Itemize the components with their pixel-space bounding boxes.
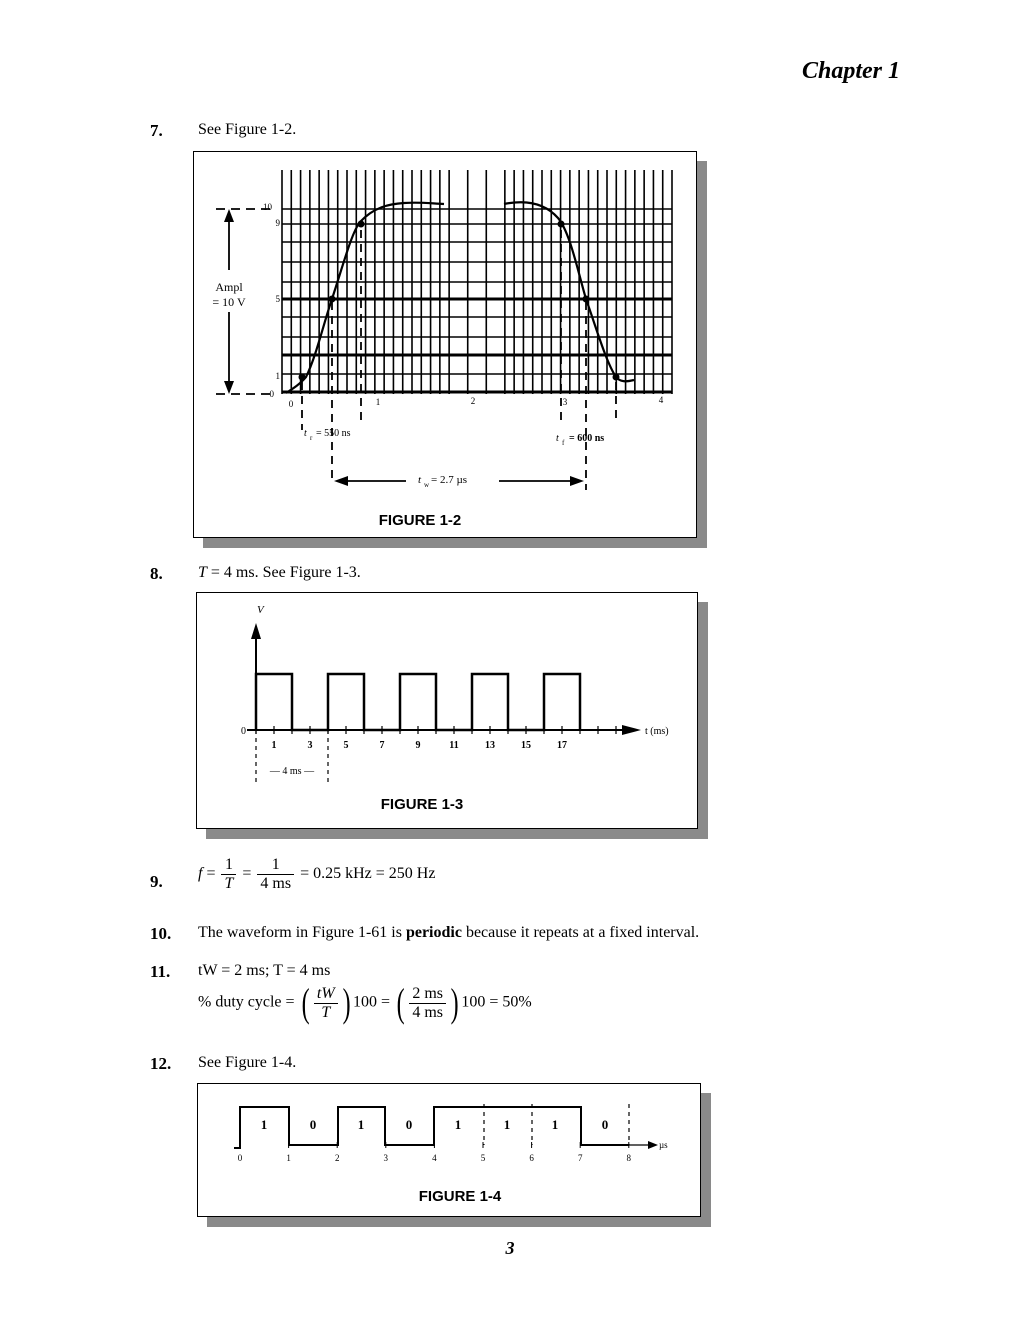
denominator-2: 4 ms — [260, 875, 292, 892]
denominator-4ms: 4 ms — [412, 1003, 444, 1021]
bit-label: 1 — [454, 1117, 462, 1132]
tr-value: = 550 ns — [316, 428, 351, 439]
numerator-tw: tW — [314, 985, 338, 1004]
x-tick-label: 15 — [521, 740, 531, 751]
equals-sign: = — [202, 865, 220, 883]
x-tick-label: 17 — [557, 740, 567, 751]
tr-label: t — [304, 428, 307, 439]
page-number: 3 — [505, 1238, 515, 1258]
tick-labels — [272, 740, 568, 751]
paren-open: ( — [301, 980, 310, 1025]
x-tick-label: 13 — [485, 740, 495, 751]
paren-open-2: ( — [396, 980, 405, 1025]
figure-1-2-caption: FIGURE 1-2 — [378, 512, 462, 529]
question-11-duty-cycle — [198, 980, 532, 1025]
t-axis-label: t (ms) — [645, 726, 669, 737]
y-tick-10: 10 — [263, 202, 272, 212]
x-tick-label: 4 — [432, 1153, 437, 1163]
denominator-T: T — [321, 1003, 331, 1021]
x-tick-2: 2 — [470, 396, 476, 406]
figure-1-4 — [197, 1083, 701, 1217]
x-tick-label: 3 — [383, 1153, 389, 1163]
frequency-symbol: f — [198, 865, 203, 883]
figure-1-3 — [196, 592, 698, 829]
paren-close: ) — [342, 980, 351, 1025]
digital-waveform — [234, 1107, 629, 1148]
x-tick-label: 3 — [307, 740, 313, 751]
tf-label: t — [556, 433, 559, 444]
zero-label: 0 — [241, 726, 246, 737]
tick-marks — [256, 726, 616, 734]
x-tick-label: 2 — [334, 1153, 340, 1163]
fraction-tw-over-T — [314, 985, 338, 1022]
period-label: — 4 ms — — [269, 766, 315, 777]
x-tick-label: 9 — [415, 740, 421, 751]
period-symbol: T — [198, 564, 207, 581]
ampl-label-1: Ampl — [215, 280, 243, 294]
question-number-8: 8. — [150, 564, 163, 583]
x-tick-label: 7 — [379, 740, 385, 751]
bit-label: 0 — [309, 1117, 317, 1132]
question-number-7: 7. — [150, 121, 163, 140]
grid — [282, 170, 672, 394]
x-tick-0: 0 — [288, 399, 294, 409]
x-tick-label: 5 — [343, 740, 349, 751]
bit-label: 1 — [551, 1117, 559, 1132]
q10-bold-term: periodic — [405, 924, 462, 941]
fraction-2ms-over-4ms — [409, 985, 446, 1022]
duty-mid: 100 = — [352, 993, 395, 1011]
y-tick-5: 5 — [275, 294, 280, 304]
figure-1-4-graphic — [198, 1084, 700, 1216]
question-12-text: See Figure 1-4. — [198, 1054, 297, 1071]
q10-pre: The waveform in Figure 1-61 is — [198, 924, 406, 941]
question-number-9: 9. — [150, 872, 163, 891]
v-axis-label: V — [257, 604, 264, 616]
q10-post: because it repeats at a fixed interval. — [461, 924, 700, 941]
ampl-label-2: = 10 V — [212, 295, 246, 309]
question-7-text: See Figure 1-2. — [198, 121, 297, 138]
numerator: 1 — [221, 856, 236, 875]
x-tick-label: 1 — [271, 740, 277, 751]
bit-label: 1 — [357, 1117, 365, 1132]
x-tick-label: 8 — [626, 1153, 632, 1163]
equals-sign-2: = — [238, 865, 256, 883]
bit-label: 1 — [503, 1117, 511, 1132]
figure-1-3-graphic — [197, 593, 697, 828]
x-tick-3: 3 — [562, 397, 568, 407]
paren-close-2: ) — [450, 980, 459, 1025]
x-tick-1: 1 — [375, 397, 381, 407]
x-tick-label: 0 — [237, 1153, 243, 1163]
question-number-10: 10. — [150, 924, 172, 943]
figure-1-2-graphic — [194, 152, 696, 537]
question-10-text — [198, 924, 699, 942]
fraction-1-over-T — [221, 856, 236, 893]
tf-sub: f — [562, 439, 565, 447]
numerator-2ms: 2 ms — [409, 985, 446, 1004]
tw-label: t — [418, 474, 422, 486]
fraction-1-over-4ms — [257, 856, 294, 893]
x-tick-label: 11 — [449, 740, 459, 751]
y-tick-9: 9 — [275, 218, 280, 228]
tr-sub: r — [310, 434, 313, 442]
chapter-title: Chapter 1 — [801, 58, 900, 84]
figure-1-3-caption: FIGURE 1-3 — [380, 796, 464, 813]
unit-label: µs — [659, 1140, 668, 1150]
x-tick-label: 6 — [529, 1153, 534, 1163]
x-tick-label: 7 — [577, 1153, 583, 1163]
question-number-12: 12. — [150, 1054, 172, 1073]
x-tick-label: 1 — [286, 1153, 291, 1163]
y-tick-0: 0 — [269, 389, 274, 399]
question-9-equation — [198, 856, 435, 893]
bit-label: 1 — [260, 1117, 268, 1132]
x-tick-label: 5 — [480, 1153, 486, 1163]
bit-label: 0 — [405, 1117, 413, 1132]
figure-1-2 — [193, 151, 697, 538]
y-tick-1: 1 — [275, 371, 280, 381]
question-11-line1: tW = 2 ms; T = 4 ms — [198, 962, 331, 979]
numerator-2: 1 — [257, 856, 294, 875]
question-number-11: 11. — [150, 962, 171, 981]
x-tick-4: 4 — [658, 395, 664, 405]
square-wave — [256, 674, 580, 730]
duty-cycle-lhs: % duty cycle = — [198, 993, 299, 1011]
figure-1-4-caption: FIGURE 1-4 — [418, 1188, 502, 1205]
tw-value: = 2.7 µs — [431, 474, 468, 486]
tf-value: = 600 ns — [569, 433, 605, 444]
question-8-rest: = 4 ms. See Figure 1-3. — [206, 564, 361, 581]
bit-label: 0 — [601, 1117, 609, 1132]
tw-sub: w — [424, 481, 430, 489]
frequency-result: = 0.25 kHz = 250 Hz — [296, 865, 436, 883]
duty-result: 100 = 50% — [461, 993, 532, 1011]
question-8-text — [198, 564, 361, 582]
denominator: T — [224, 875, 234, 892]
